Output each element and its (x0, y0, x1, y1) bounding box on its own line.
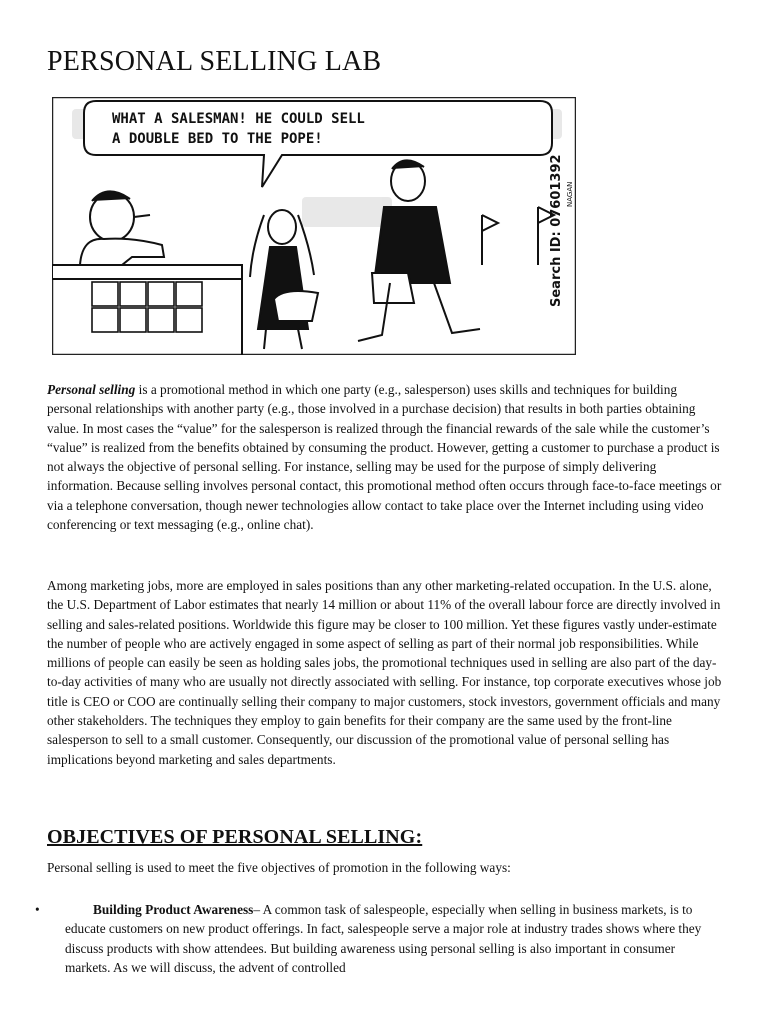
cartoon-signature: NAGAN (566, 181, 574, 207)
term-personal-selling: Personal selling (47, 382, 136, 397)
cartoon-watermark-id: Search ID: 07601392 (549, 154, 564, 307)
objectives-list (35, 900, 723, 977)
list-item-building-product-awareness (35, 900, 723, 977)
salesman-cartoon-image (52, 97, 576, 355)
cartoon-caption-line2: A DOUBLE BED TO THE POPE! (112, 131, 323, 147)
section-intro: Personal selling is used to meet the five objectives of promotion in the following ways: (47, 860, 511, 875)
list-item-term: Building Product Awareness (93, 902, 254, 917)
page-title: PERSONAL SELLING LAB (47, 46, 382, 77)
bullet-icon: • (35, 902, 40, 917)
paragraph-marketing-jobs: Among marketing jobs, more are employed in sales positions than any other marketing-related occupation. In the U.S. alone, the U.S. Department of Labor estimates that nearly 14 million or about 11% of the overall labour force are directly involved in selling and sales-related positions. Worldwide this figure may be closer to 100 million. Yet these figures vastly under-estimate the number of people who are actively engaged in some aspect of selling as part of their normal job responsibilities. While millions of people can easily be seen as holding sales jobs, the promotional techniques used in selling are also part of the day-to-day activities of many who are usually not directly associated with selling. For instance, top corporate executives whose job title is CEO or COO are continually selling their company to major customers, stock investors, government officials and many other stakeholders. The techniques they employ to gain benefits for their company are the same used by the front-line salesperson to sell to a small customer. Consequently, our discussion of the promotional value of personal selling has implications beyond marketing and sales departments. (47, 578, 722, 767)
list-item-text: – A common task of salespeople, especially when selling in business markets, is to educate customers on new product offerings. In fact, salespeople serve a major role at industry trades shows where they discuss products with show attendees. But building awareness using personal selling is also important in consumer markets. As we will discuss, the advent of controlled (65, 902, 702, 975)
cartoon-caption-line1: WHAT A SALESMAN! HE COULD SELL (112, 111, 365, 127)
paragraph1-text: is a promotional method in which one party (e.g., salesperson) uses skills and techniques for building personal relationships with another party (e.g., those involved in a purchase decision) that results in both parties obtaining value. In most cases the “value” for the salesperson is realized through the financial rewards of the sale while the customer’s “value” is realized from the benefits obtained by consuming the product. However, getting a customer to purchase a product is not always the objective of personal selling. For instance, selling may be used for the purpose of simply delivering information. Because selling involves personal contact, this promotional method often occurs through face-to-face meetings or via a telephone conversation, though newer technologies allow contact to take place over the Internet including using video conferencing or text messaging (e.g., online chat). (47, 382, 722, 533)
section-heading-objectives: OBJECTIVES OF PERSONAL SELLING: (47, 826, 423, 848)
paragraph-personal-selling-definition (47, 380, 723, 534)
